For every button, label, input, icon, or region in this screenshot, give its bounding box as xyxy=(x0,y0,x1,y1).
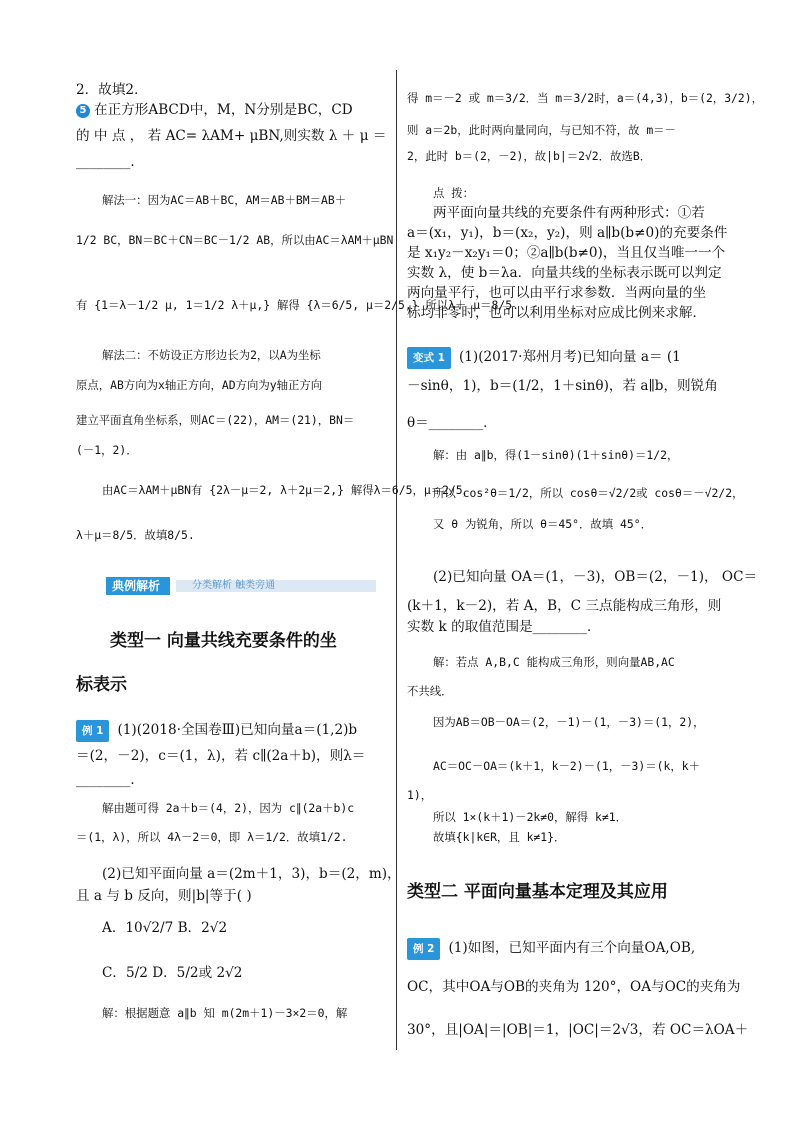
left-line xyxy=(76,375,388,395)
left-line xyxy=(76,886,388,906)
line-text: 两向量平行，也可以由平行求参数．当两向量的坐 xyxy=(407,285,707,301)
line-text: 解法一：因为AC＝AB＋BC，AM＝AB＋BM＝AB＋ xyxy=(102,193,347,207)
line-text: 解：若点 A,B,C 能构成三角形，则向量AB,AC xyxy=(433,655,675,669)
line-text: 解法二：不妨设正方形边长为2，以A为坐标 xyxy=(102,348,321,362)
line-text: θ＝________． xyxy=(407,415,497,431)
line-text: 1/2 BC，BN＝BC＋CN＝BC－1/2 AB，所以由AC＝λAM＋μBN xyxy=(76,233,394,247)
line-text: 解：根据题意 a∥b 知 m(2m＋1)－3×2＝0，解 xyxy=(102,1006,348,1020)
right-line xyxy=(407,712,745,732)
line-text: 点 拨： xyxy=(433,186,475,200)
line-text: 所以 1×(k＋1)－2k≠0，解得 k≠1． xyxy=(433,810,627,824)
line-text: 2，此时 b＝(2，－2)，故|b|＝2√2．故选B． xyxy=(407,149,652,163)
example-badge: 例 2 xyxy=(407,938,440,960)
line-text: ________． xyxy=(76,154,144,170)
left-line xyxy=(76,720,388,742)
line-text: (1)(2017·郑州月考)已知向量 a＝ (1 xyxy=(458,349,681,365)
left-line xyxy=(76,798,414,818)
right-line xyxy=(407,376,719,396)
right-line xyxy=(407,756,745,776)
line-text: OC，其中OA与OB的夹角为 120°，OA与OC的夹角为 xyxy=(407,979,741,995)
line-text: λ＋μ＝8/5．故填8/5. xyxy=(76,528,195,542)
line-text: 原点，AB方向为x轴正方向，AD方向为y轴正方向 xyxy=(76,378,323,392)
right-line xyxy=(407,243,726,263)
line-text: 2．故填2． xyxy=(76,82,148,98)
line-text: (1)(2018·全国卷Ⅲ)已知向量a＝(1,2)b xyxy=(117,722,358,738)
line-text: 不共线． xyxy=(407,684,453,698)
right-line xyxy=(407,785,719,805)
right-line xyxy=(407,652,745,672)
line-text: 得 m＝－2 或 m＝3/2．当 m＝3/2时，a＝(4,3)，b＝(2，3/2)， xyxy=(407,91,764,105)
right-line xyxy=(407,445,745,465)
line-text: 标均非零时，也可以利用坐标对应成比例来求解． xyxy=(407,305,707,321)
line-text: (2)已知向量 OA＝(1，－3)，OB＝(2，－1)， OC＝ xyxy=(433,569,758,585)
right-line xyxy=(407,283,719,303)
line-text: 30°，且|OA|＝|OB|＝1，|OC|＝2√3，若 OC＝λOA＋ xyxy=(407,1022,749,1038)
right-line xyxy=(407,88,764,108)
line-text: 则 a＝2b，此时两向量同向，与已知不符，故 m＝－ xyxy=(407,123,676,137)
line-text: －sinθ，1)，b＝(1/2，1＋sinθ)，若 a∥b，则锐角 xyxy=(407,378,718,394)
left-line xyxy=(76,480,475,500)
left-line xyxy=(76,746,388,766)
line-text: (－1，2)． xyxy=(76,443,138,457)
right-line xyxy=(407,514,745,534)
left-line xyxy=(76,410,388,430)
left-line xyxy=(76,345,414,365)
left-line xyxy=(76,864,414,884)
line-text: ＝(2，－2)，c＝(1，λ)，若 c∥(2a＋b)，则λ＝ xyxy=(76,748,366,764)
right-line xyxy=(407,977,741,997)
line-text: (2)已知平面向量 a＝(2m＋1，3)，b＝(2，m)， xyxy=(102,866,401,882)
line-text: 实数 λ，使 b＝λa．向量共线的坐标表示既可以判定 xyxy=(407,265,722,281)
left-line xyxy=(76,80,388,100)
line-text: 有 {1＝λ－1/2 μ, 1＝1/2 λ＋μ,} 解得 {λ＝6/5, μ＝2/5,} 所以λ＋ μ＝8/5. xyxy=(76,298,519,312)
line-text: A．10√2/7 B．2√2 xyxy=(102,920,228,936)
problem-number-badge: 5 xyxy=(76,104,90,118)
right-line xyxy=(407,827,745,847)
left-line xyxy=(76,440,388,460)
line-text: 因为AB＝OB－OA＝(2，－1)－(1，－3)＝(1，2)， xyxy=(433,715,705,729)
line-text: 解：由 a∥b，得(1－sinθ)(1＋sinθ)＝1/2， xyxy=(433,448,679,462)
column-divider xyxy=(396,70,397,1050)
right-line xyxy=(407,596,722,616)
example-badge: 例 1 xyxy=(76,720,109,742)
line-text: C．5/2 D．5/2或 2√2 xyxy=(102,965,243,981)
left-line xyxy=(76,525,388,545)
line-text: 又 θ 为锐角，所以 θ＝45°．故填 45°． xyxy=(433,517,652,531)
right-line xyxy=(407,807,745,827)
left-line xyxy=(76,100,388,120)
line-text: 是 x₁y₂－x₂y₁＝0；②a∥b(b≠0)，当且仅当唯一一个 xyxy=(407,245,726,261)
left-line xyxy=(76,963,414,983)
left-line xyxy=(76,190,414,210)
left-line xyxy=(76,152,388,172)
line-text: a＝(x₁，y₁)，b＝(x₂，y₂)，则 a∥b(b≠0)的充要条件 xyxy=(407,225,728,241)
example-badge: 变式 1 xyxy=(407,347,451,369)
line-text: 的 中 点 ， 若 AC= λAM+ μBN,则实数 λ ＋ μ ＝ xyxy=(76,128,387,144)
right-line xyxy=(407,617,719,637)
right-line xyxy=(407,223,728,243)
right-line xyxy=(407,483,745,503)
line-text: (1)如图，已知平面内有三个向量OA,OB, xyxy=(448,940,696,956)
line-text: 建立平面直角坐标系，则AC＝(22)，AM＝(21)，BN＝ xyxy=(76,413,355,427)
left-line xyxy=(76,230,394,250)
line-text: ＝(1，λ)，所以 4λ－2＝0，即 λ＝1/2．故填1/2. xyxy=(76,830,348,844)
line-text: 由AC＝λAM＋μBN有 {2λ－μ＝2, λ＋2μ＝2,} 解得λ＝6/5，μ＝2/5， xyxy=(102,483,475,497)
right-line xyxy=(407,120,719,140)
line-text: (k＋1，k－2)，若 A，B，C 三点能构成三角形，则 xyxy=(407,598,722,614)
right-line xyxy=(407,681,719,701)
right-line xyxy=(407,567,758,587)
right-line xyxy=(407,347,719,369)
left-line xyxy=(76,770,388,790)
banner-tag: 典例解析 xyxy=(106,577,170,595)
left-line xyxy=(76,1003,414,1023)
section-heading-continued: 标表示 xyxy=(76,675,127,695)
section-banner xyxy=(76,577,376,595)
section-heading: 类型一 向量共线充要条件的坐 xyxy=(110,631,337,651)
right-line xyxy=(407,413,719,433)
right-line xyxy=(407,203,745,223)
line-text: 两平面向量共线的充要条件有两种形式：①若 xyxy=(433,205,705,221)
section-heading: 类型二 平面向量基本定理及其应用 xyxy=(407,882,668,902)
left-line xyxy=(76,126,388,146)
right-line xyxy=(407,303,719,323)
line-text: 所以 cos²θ＝1/2，所以 cosθ＝√2/2或 cosθ＝－√2/2， xyxy=(433,486,744,500)
left-line xyxy=(76,827,388,847)
right-line xyxy=(407,938,719,960)
left-line xyxy=(76,918,414,938)
left-line xyxy=(76,295,519,315)
right-line xyxy=(407,146,719,166)
line-text: AC＝OC－OA＝(k＋1，k－2)－(1，－3)＝(k，k＋ xyxy=(433,759,700,773)
line-text: 1)， xyxy=(407,788,433,802)
line-text: 故填{k|k∈R，且 k≠1}． xyxy=(433,830,566,844)
line-text: ________． xyxy=(76,772,144,788)
right-line xyxy=(407,183,745,203)
line-text: 且 a 与 b 反向，则|b|等于( ) xyxy=(76,888,252,904)
line-text: 在正方形ABCD中，M，N分别是BC，CD xyxy=(94,102,353,118)
line-text: 解由题可得 2a＋b＝(4，2)，因为 c∥(2a＋b)c xyxy=(102,801,355,815)
right-line xyxy=(407,1020,749,1040)
banner-subtitle: 分类解析 触类旁通 xyxy=(192,580,276,591)
right-line xyxy=(407,263,722,283)
line-text: 实数 k 的取值范围是________． xyxy=(407,619,601,635)
